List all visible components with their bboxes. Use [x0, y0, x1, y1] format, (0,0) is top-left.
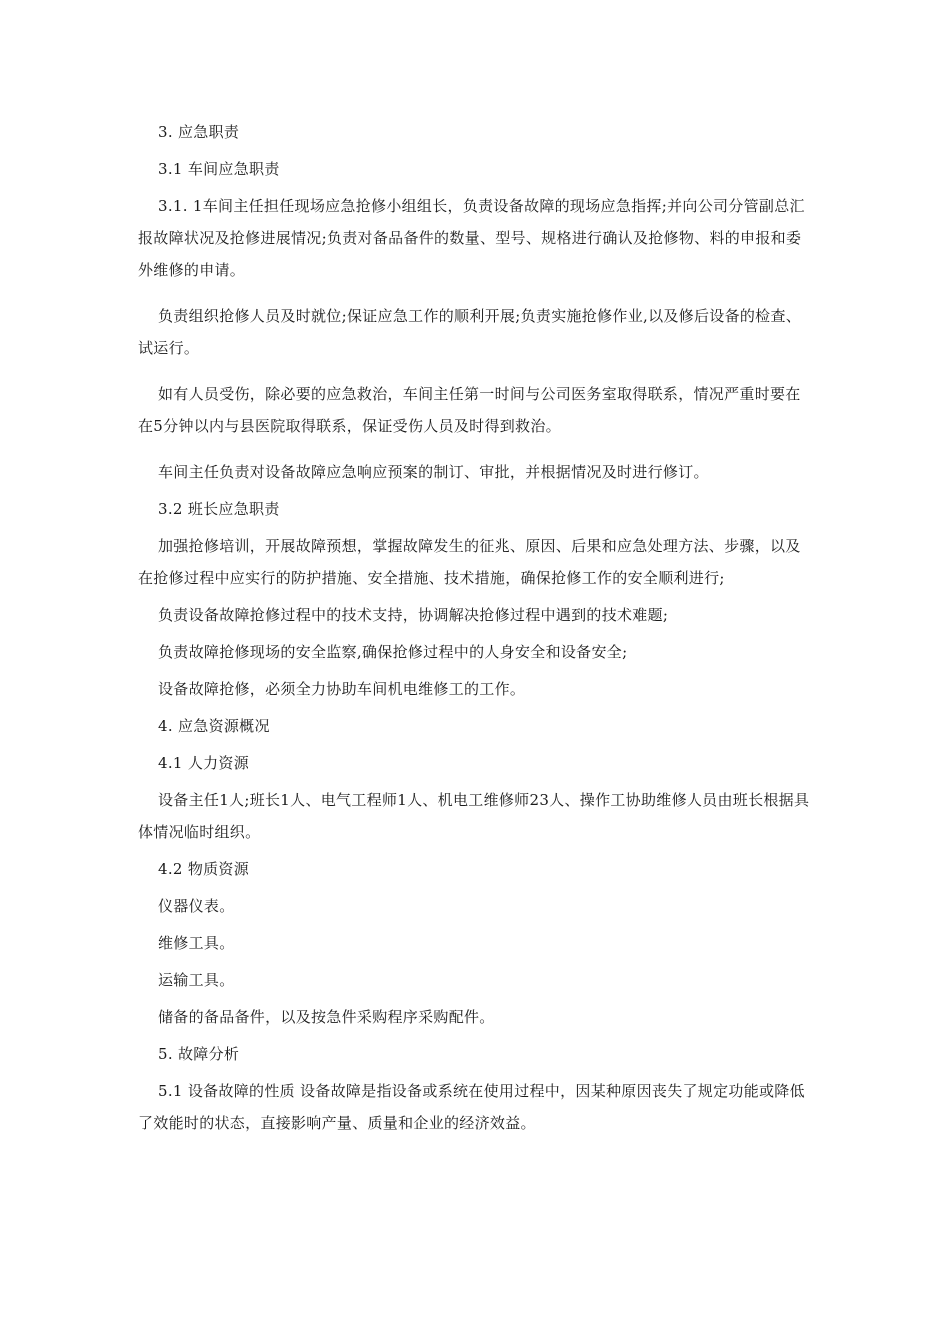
subsection-heading-4-2: 4.2 物质资源	[158, 860, 250, 878]
subsection-heading-3-2: 3.2 班长应急职责	[158, 500, 280, 518]
list-item-transport: 运输工具。	[158, 971, 235, 989]
list-item-instruments: 仪器仪表。	[158, 897, 235, 915]
section-heading-3: 3. 应急职责	[158, 123, 240, 141]
section-heading-5: 5. 故障分析	[158, 1045, 240, 1063]
list-item-tools: 维修工具。	[158, 934, 235, 952]
section-heading-4: 4. 应急资源概况	[158, 717, 270, 735]
subsection-heading-4-1: 4.1 人力资源	[158, 754, 250, 772]
subsection-heading-3-1: 3.1 车间应急职责	[158, 160, 280, 178]
paragraph-3-1-1: 3.1. 1车间主任担任现场应急抢修小组组长，负责设备故障的现场应急指挥;并向公司分管副总汇报故障状况及抢修进展情况;负责对备品备件的数量、型号、规格进行确认及抢修物、料的申报和委外维修的申请。	[138, 197, 805, 279]
paragraph-5-1: 5.1 设备故障的性质 设备故障是指设备或系统在使用过程中，因某种原因丧失了规定功能或降低了效能时的状态，直接影响产量、质量和企业的经济效益。	[138, 1082, 805, 1132]
list-item-spares: 储备的备品备件，以及按急件采购程序采购配件。	[158, 1008, 495, 1026]
paragraph-training: 加强抢修培训，开展故障预想，掌握故障发生的征兆、原因、后果和应急处理方法、步骤，以及在抢修过程中应实行的防护措施、安全措施、技术措施，确保抢修工作的安全顺利进行;	[138, 537, 801, 587]
paragraph-tech-support: 负责设备故障抢修过程中的技术支持，协调解决抢修过程中遇到的技术难题;	[158, 606, 669, 624]
paragraph-human-resources: 设备主任1人;班长1人、电气工程师1人、机电工维修师23人、操作工协助维修人员由班长根据具体情况临时组织。	[138, 791, 810, 841]
paragraph-assist: 设备故障抢修，必须全力协助车间机电维修工的工作。	[158, 680, 526, 698]
paragraph-plan: 车间主任负责对设备故障应急响应预案的制订、审批，并根据情况及时进行修订。	[158, 463, 709, 481]
paragraph-injury: 如有人员受伤，除必要的应急救治，车间主任第一时间与公司医务室取得联系，情况严重时要在在5分钟以内与县医院取得联系，保证受伤人员及时得到救治。	[138, 385, 801, 435]
paragraph-organize: 负责组织抢修人员及时就位;保证应急工作的顺利开展;负责实施抢修作业,以及修后设备的检查、试运行。	[138, 307, 802, 357]
paragraph-safety: 负责故障抢修现场的安全监察,确保抢修过程中的人身安全和设备安全;	[158, 643, 628, 661]
